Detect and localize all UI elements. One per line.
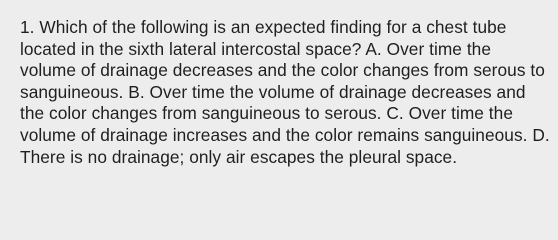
question-text: 1. Which of the following is an expected finding for a chest tube located in the sixth lateral intercostal space? A. Over time the volume of drainage decreases and the color changes from serous to sanguineous. B. Over time the volume of drainage decreases and the color changes from sanguineous to serous. C. Over time the volume of drainage increases and the color remains sanguineous. D. There is no drainage; only air escapes the pleural space.	[20, 17, 550, 167]
